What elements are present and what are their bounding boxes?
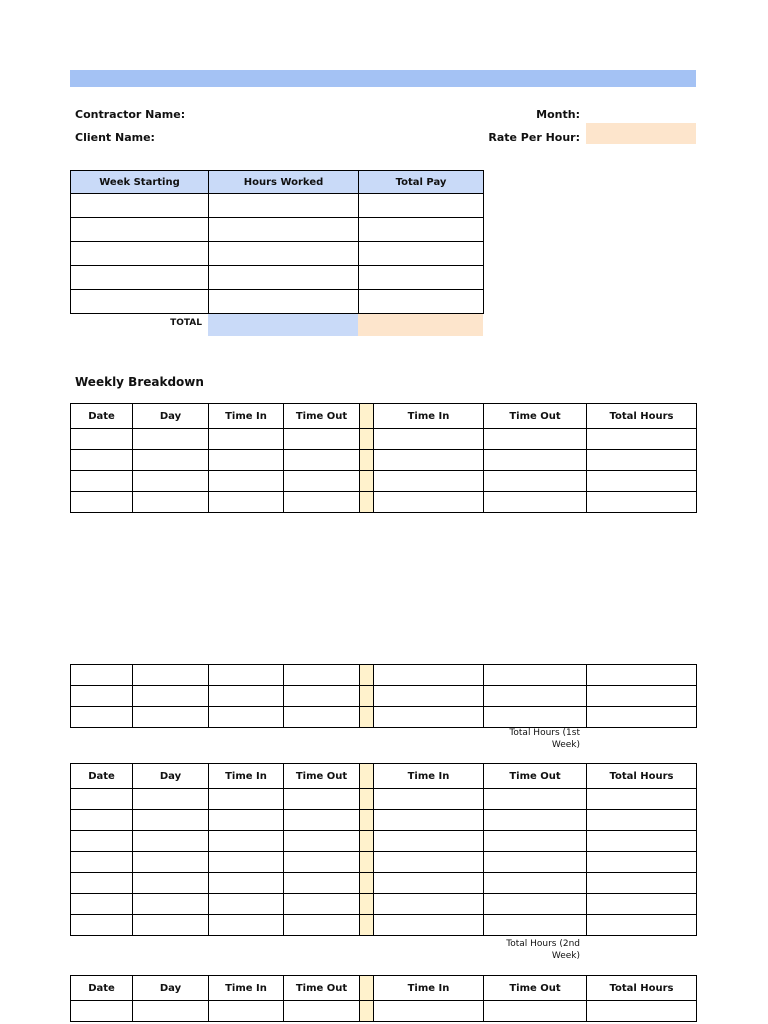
cell[interactable]	[284, 852, 360, 873]
cell[interactable]	[587, 894, 697, 915]
week2-total-label: Total Hours (2nd Week)	[506, 939, 580, 961]
cell[interactable]	[484, 831, 587, 852]
cell[interactable]	[209, 852, 284, 873]
total-label: TOTAL	[170, 318, 202, 328]
separator	[360, 976, 374, 1001]
cell[interactable]	[209, 789, 284, 810]
cell[interactable]	[484, 471, 587, 492]
cell[interactable]	[374, 810, 484, 831]
cell[interactable]	[133, 789, 209, 810]
cell[interactable]	[71, 471, 133, 492]
cell[interactable]	[587, 852, 697, 873]
cell[interactable]	[133, 492, 209, 513]
cell[interactable]	[71, 665, 133, 686]
cell[interactable]	[284, 789, 360, 810]
total-hours-field[interactable]	[208, 314, 358, 336]
total-pay-field[interactable]	[358, 314, 483, 336]
cell[interactable]	[71, 915, 133, 936]
cell[interactable]	[484, 789, 587, 810]
col-time-in: Time In	[209, 976, 284, 1001]
title-bar	[70, 70, 696, 87]
col-time-out: Time Out	[284, 976, 360, 1001]
col-time-in: Time In	[374, 404, 484, 429]
col-time-out: Time Out	[284, 404, 360, 429]
separator	[360, 450, 374, 471]
rate-per-hour-field[interactable]	[586, 123, 696, 144]
total-pay-cell[interactable]	[359, 242, 484, 266]
separator	[360, 429, 374, 450]
cell[interactable]	[484, 429, 587, 450]
cell[interactable]	[209, 831, 284, 852]
cell[interactable]	[209, 707, 284, 728]
cell[interactable]	[133, 873, 209, 894]
cell[interactable]	[374, 665, 484, 686]
cell[interactable]	[587, 789, 697, 810]
table-row	[71, 492, 697, 513]
cell[interactable]	[71, 707, 133, 728]
rate-per-hour-label: Rate Per Hour:	[488, 131, 580, 144]
cell[interactable]	[284, 429, 360, 450]
table-row	[71, 266, 484, 290]
col-time-out: Time Out	[284, 764, 360, 789]
cell[interactable]	[484, 852, 587, 873]
separator	[360, 915, 374, 936]
summary-table	[70, 170, 484, 314]
cell[interactable]	[587, 665, 697, 686]
cell[interactable]	[374, 915, 484, 936]
separator	[360, 831, 374, 852]
separator	[360, 873, 374, 894]
cell[interactable]	[484, 894, 587, 915]
cell[interactable]	[133, 707, 209, 728]
cell[interactable]	[71, 873, 133, 894]
col-total-pay: Total Pay	[359, 171, 484, 194]
week-starting-cell[interactable]	[71, 218, 209, 242]
contractor-name-label: Contractor Name:	[75, 108, 186, 121]
breakdown-table-2	[70, 763, 697, 936]
cell[interactable]	[484, 450, 587, 471]
separator	[360, 471, 374, 492]
cell[interactable]	[284, 915, 360, 936]
cell[interactable]	[209, 873, 284, 894]
col-total-hours: Total Hours	[587, 976, 697, 1001]
cell[interactable]	[133, 831, 209, 852]
table-row	[71, 665, 697, 686]
table-row	[71, 894, 697, 915]
cell[interactable]	[284, 450, 360, 471]
cell[interactable]	[209, 429, 284, 450]
col-total-hours: Total Hours	[587, 404, 697, 429]
table-row	[71, 810, 697, 831]
cell[interactable]	[374, 471, 484, 492]
separator	[360, 894, 374, 915]
hours-worked-cell[interactable]	[209, 242, 359, 266]
cell[interactable]	[374, 894, 484, 915]
cell[interactable]	[374, 707, 484, 728]
cell[interactable]	[284, 894, 360, 915]
total-pay-cell[interactable]	[359, 194, 484, 218]
week1-total-label: Total Hours (1st Week)	[509, 728, 580, 750]
col-total-hours: Total Hours	[587, 764, 697, 789]
cell[interactable]	[374, 1001, 484, 1022]
cell[interactable]	[284, 665, 360, 686]
cell[interactable]	[284, 707, 360, 728]
cell[interactable]	[484, 873, 587, 894]
cell[interactable]	[133, 852, 209, 873]
cell[interactable]	[209, 665, 284, 686]
cell[interactable]	[133, 429, 209, 450]
cell[interactable]	[484, 1001, 587, 1022]
cell[interactable]	[209, 1001, 284, 1022]
cell[interactable]	[133, 915, 209, 936]
week-starting-cell[interactable]	[71, 194, 209, 218]
col-date: Date	[71, 404, 133, 429]
cell[interactable]	[587, 707, 697, 728]
col-week-starting: Week Starting	[71, 171, 209, 194]
cell[interactable]	[284, 810, 360, 831]
cell[interactable]	[587, 492, 697, 513]
col-time-out: Time Out	[484, 764, 587, 789]
table-row	[71, 686, 697, 707]
cell[interactable]	[484, 810, 587, 831]
week-starting-cell[interactable]	[71, 290, 209, 314]
cell[interactable]	[71, 1001, 133, 1022]
hours-worked-cell[interactable]	[209, 218, 359, 242]
cell[interactable]	[209, 471, 284, 492]
table-row	[71, 471, 697, 492]
col-day: Day	[133, 404, 209, 429]
cell[interactable]	[284, 1001, 360, 1022]
separator	[360, 764, 374, 789]
table-row	[71, 1001, 697, 1022]
cell[interactable]	[71, 429, 133, 450]
col-date: Date	[71, 976, 133, 1001]
cell[interactable]	[71, 686, 133, 707]
cell[interactable]	[374, 492, 484, 513]
separator	[360, 492, 374, 513]
total-pay-cell[interactable]	[359, 290, 484, 314]
cell[interactable]	[284, 831, 360, 852]
hours-worked-cell[interactable]	[209, 290, 359, 314]
cell[interactable]	[284, 471, 360, 492]
separator	[360, 665, 374, 686]
cell[interactable]	[209, 915, 284, 936]
cell[interactable]	[71, 831, 133, 852]
cell[interactable]	[133, 450, 209, 471]
breakdown-table-3	[70, 975, 697, 1022]
cell[interactable]	[374, 450, 484, 471]
separator	[360, 810, 374, 831]
cell[interactable]	[71, 894, 133, 915]
cell[interactable]	[484, 707, 587, 728]
table-row	[71, 852, 697, 873]
separator	[360, 789, 374, 810]
hours-worked-cell[interactable]	[209, 266, 359, 290]
week-starting-cell[interactable]	[71, 266, 209, 290]
col-date: Date	[71, 764, 133, 789]
cell[interactable]	[374, 873, 484, 894]
table-row	[71, 242, 484, 266]
cell[interactable]	[71, 852, 133, 873]
cell[interactable]	[71, 789, 133, 810]
cell[interactable]	[71, 810, 133, 831]
weekly-breakdown-title: Weekly Breakdown	[75, 375, 204, 389]
cell[interactable]	[71, 450, 133, 471]
cell[interactable]	[484, 915, 587, 936]
cell[interactable]	[133, 894, 209, 915]
cell[interactable]	[374, 429, 484, 450]
table-row	[71, 194, 484, 218]
cell[interactable]	[209, 686, 284, 707]
cell[interactable]	[374, 789, 484, 810]
month-label: Month:	[536, 108, 580, 121]
col-time-out: Time Out	[484, 976, 587, 1001]
table-row	[71, 915, 697, 936]
cell[interactable]	[209, 894, 284, 915]
cell[interactable]	[587, 450, 697, 471]
week-starting-cell[interactable]	[71, 242, 209, 266]
separator	[360, 686, 374, 707]
table-row	[71, 789, 697, 810]
col-day: Day	[133, 976, 209, 1001]
cell[interactable]	[484, 686, 587, 707]
table-row	[71, 831, 697, 852]
table-row	[71, 218, 484, 242]
col-time-in: Time In	[209, 764, 284, 789]
col-time-in: Time In	[374, 976, 484, 1001]
cell[interactable]	[587, 471, 697, 492]
separator	[360, 852, 374, 873]
cell[interactable]	[209, 450, 284, 471]
separator	[360, 1001, 374, 1022]
cell[interactable]	[133, 1001, 209, 1022]
cell[interactable]	[484, 492, 587, 513]
cell[interactable]	[133, 665, 209, 686]
cell[interactable]	[133, 471, 209, 492]
col-day: Day	[133, 764, 209, 789]
cell[interactable]	[587, 810, 697, 831]
cell[interactable]	[71, 492, 133, 513]
col-time-out: Time Out	[484, 404, 587, 429]
table-row	[71, 873, 697, 894]
cell[interactable]	[284, 686, 360, 707]
client-name-label: Client Name:	[75, 131, 155, 144]
table-row	[71, 707, 697, 728]
breakdown-table-1	[70, 403, 697, 513]
cell[interactable]	[587, 1001, 697, 1022]
breakdown-table-1-continued	[70, 664, 697, 728]
cell[interactable]	[587, 915, 697, 936]
hours-worked-cell[interactable]	[209, 194, 359, 218]
col-time-in: Time In	[209, 404, 284, 429]
cell[interactable]	[484, 665, 587, 686]
cell[interactable]	[374, 852, 484, 873]
cell[interactable]	[587, 831, 697, 852]
col-time-in: Time In	[374, 764, 484, 789]
cell[interactable]	[374, 831, 484, 852]
col-hours-worked: Hours Worked	[209, 171, 359, 194]
total-pay-cell[interactable]	[359, 266, 484, 290]
cell[interactable]	[587, 873, 697, 894]
cell[interactable]	[587, 686, 697, 707]
separator	[360, 404, 374, 429]
total-pay-cell[interactable]	[359, 218, 484, 242]
cell[interactable]	[374, 686, 484, 707]
cell[interactable]	[284, 492, 360, 513]
cell[interactable]	[133, 810, 209, 831]
table-row	[71, 450, 697, 471]
table-row	[71, 429, 697, 450]
cell[interactable]	[284, 873, 360, 894]
cell[interactable]	[209, 492, 284, 513]
cell[interactable]	[209, 810, 284, 831]
separator	[360, 707, 374, 728]
cell[interactable]	[133, 686, 209, 707]
table-row	[71, 290, 484, 314]
cell[interactable]	[587, 429, 697, 450]
